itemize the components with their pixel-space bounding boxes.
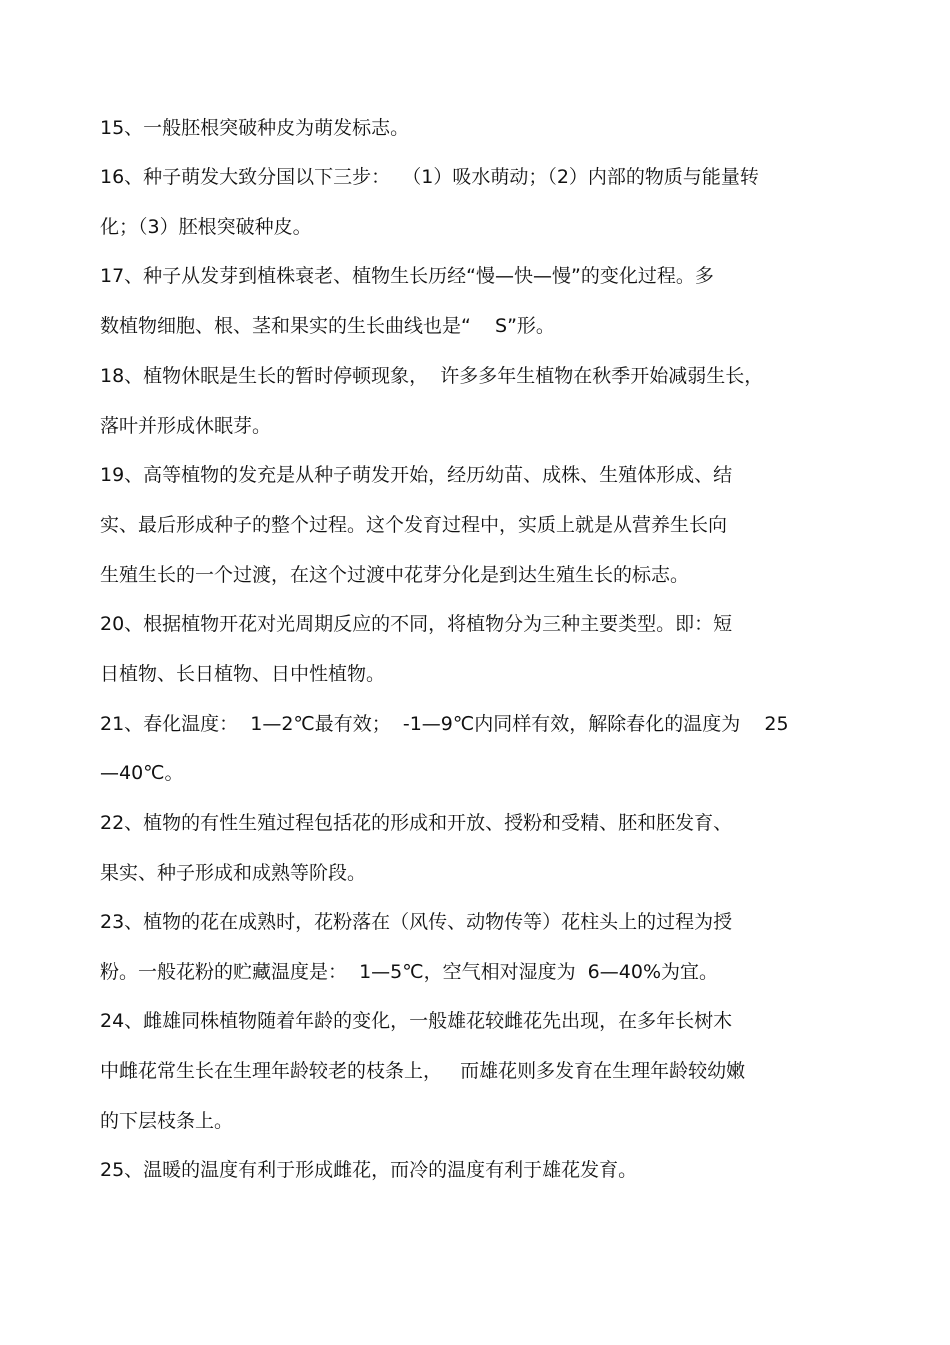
text-line: 日植物、长日植物、日中性植物。	[100, 663, 386, 685]
text-line: 17、种子从发芽到植株衰老、植物生长历经“慢—快—慢”的变化过程。多	[100, 265, 714, 287]
text-line: —40℃。	[100, 762, 184, 784]
text-line: 实、最后形成种子的整个过程。这个发育过程中，实质上就是从营养生长向	[100, 514, 728, 536]
text-line: 中雌花常生长在生理年龄较老的枝条上， 而雄花则多发育在生理年龄较幼嫩	[100, 1060, 746, 1082]
text-line: 的下层枝条上。	[100, 1110, 234, 1132]
text-line: 22、植物的有性生殖过程包括花的形成和开放、授粉和受精、胚和胚发育、	[100, 812, 733, 834]
text-line: 数植物细胞、根、茎和果实的生长曲线也是“ S”形。	[100, 315, 555, 337]
text-line: 16、种子萌发大致分国以下三步： （1）吸水萌动；（2）内部的物质与能量转	[100, 166, 759, 188]
text-line: 20、根据植物开花对光周期反应的不同，将植物分为三种主要类型。即：短	[100, 613, 733, 635]
text-line: 18、植物休眠是生长的暂时停顿现象， 许多多年生植物在秋季开始减弱生长，	[100, 365, 764, 387]
text-line: 化；（3）胚根突破种皮。	[100, 216, 312, 238]
text-line: 粉。一般花粉的贮藏温度是： 1—5℃，空气相对湿度为 6—40%为宜。	[100, 961, 718, 983]
text-line: 25、温暖的温度有利于形成雌花，而冷的温度有利于雄花发育。	[100, 1159, 638, 1181]
text-line: 15、一般胚根突破种皮为萌发标志。	[100, 117, 410, 139]
text-line: 19、高等植物的发充是从种子萌发开始，经历幼苗、成株、生殖体形成、结	[100, 464, 733, 486]
text-line: 24、雌雄同株植物随着年龄的变化，一般雄花较雌花先出现，在多年长树木	[100, 1010, 733, 1032]
text-line: 果实、种子形成和成熟等阶段。	[100, 862, 367, 884]
text-line: 落叶并形成休眠芽。	[100, 415, 272, 437]
text-line: 生殖生长的一个过渡，在这个过渡中花芽分化是到达生殖生长的标志。	[100, 564, 690, 586]
text-line: 23、植物的花在成熟时，花粉落在（风传、动物传等）花柱头上的过程为授	[100, 911, 733, 933]
text-line: 21、春化温度： 1—2℃最有效； -1—9℃内同样有效，解除春化的温度为 25	[100, 713, 789, 735]
